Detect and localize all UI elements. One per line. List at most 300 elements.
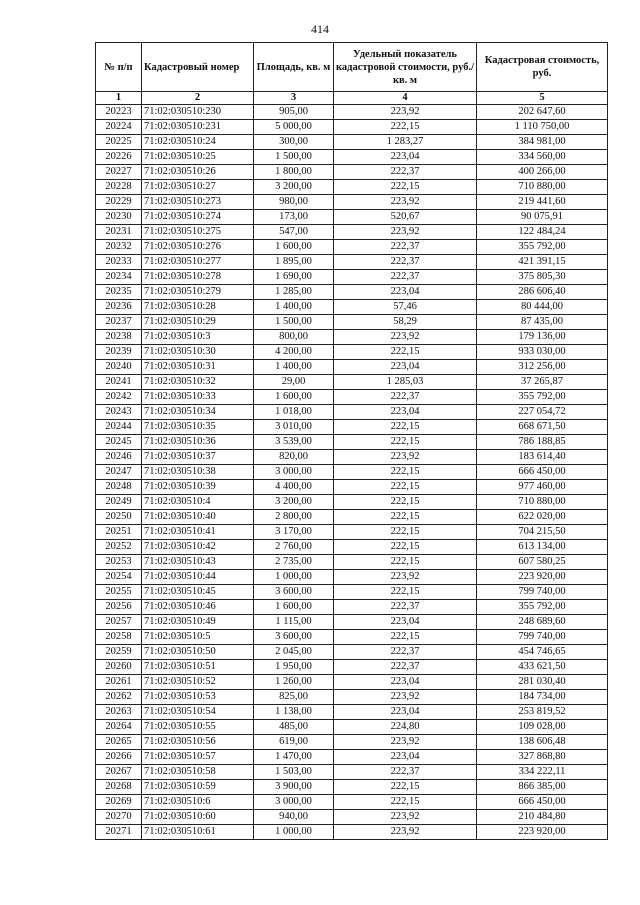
table-row [96,210,608,225]
cadastral-value-table [95,42,608,840]
cell-unit-value: 223,92 [334,330,477,345]
cell-cadastral-number: 71:02:030510:38 [142,465,254,480]
cell-row-number: 20225 [96,135,142,150]
page-number: 414 [311,22,329,36]
cell-row-number: 20257 [96,615,142,630]
cell-row-number: 20269 [96,795,142,810]
cell-row-number: 20232 [96,240,142,255]
cell-cadastral-value: 704 215,50 [477,525,608,540]
cell-cadastral-number: 71:02:030510:45 [142,585,254,600]
column-header-number: № п/п [96,43,142,92]
cell-area: 1 950,00 [254,660,334,675]
cell-unit-value: 1 283,27 [334,135,477,150]
table-row [96,105,608,120]
cell-area: 619,00 [254,735,334,750]
cell-area: 800,00 [254,330,334,345]
cell-cadastral-number: 71:02:030510:53 [142,690,254,705]
cell-area: 1 470,00 [254,750,334,765]
cell-row-number: 20229 [96,195,142,210]
cell-cadastral-value: 179 136,00 [477,330,608,345]
cell-area: 825,00 [254,690,334,705]
cell-area: 1 260,00 [254,675,334,690]
cell-row-number: 20248 [96,480,142,495]
cell-cadastral-value: 248 689,60 [477,615,608,630]
cell-area: 1 400,00 [254,300,334,315]
table-row [96,615,608,630]
column-index: 4 [334,92,477,105]
cell-cadastral-value: 454 746,65 [477,645,608,660]
cell-row-number: 20244 [96,420,142,435]
cell-row-number: 20238 [96,330,142,345]
cell-area: 3 000,00 [254,795,334,810]
cell-unit-value: 222,37 [334,660,477,675]
cell-row-number: 20240 [96,360,142,375]
table-row [96,195,608,210]
cell-cadastral-number: 71:02:030510:275 [142,225,254,240]
cell-row-number: 20252 [96,540,142,555]
cell-area: 1 500,00 [254,150,334,165]
cell-cadastral-value: 710 880,00 [477,495,608,510]
cell-area: 1 600,00 [254,240,334,255]
cell-unit-value: 223,04 [334,750,477,765]
cell-row-number: 20233 [96,255,142,270]
cell-row-number: 20226 [96,150,142,165]
cell-row-number: 20236 [96,300,142,315]
cell-area: 1 000,00 [254,570,334,585]
cell-area: 3 200,00 [254,495,334,510]
table-row [96,465,608,480]
cell-area: 4 400,00 [254,480,334,495]
cell-unit-value: 223,92 [334,570,477,585]
column-header-area: Площадь, кв. м [254,43,334,92]
column-header-cadastral-value: Кадастровая стоимость, руб. [477,43,608,92]
cell-area: 1 600,00 [254,600,334,615]
cell-row-number: 20231 [96,225,142,240]
cell-area: 5 000,00 [254,120,334,135]
cell-row-number: 20239 [96,345,142,360]
table-row [96,540,608,555]
cell-cadastral-value: 219 441,60 [477,195,608,210]
cell-row-number: 20251 [96,525,142,540]
cell-area: 29,00 [254,375,334,390]
cell-cadastral-value: 37 265,87 [477,375,608,390]
cell-cadastral-number: 71:02:030510:31 [142,360,254,375]
cell-row-number: 20250 [96,510,142,525]
cell-row-number: 20237 [96,315,142,330]
column-header-unit-value: Удельный показатель кадастровой стоимости, руб./кв. м [334,43,477,92]
cell-row-number: 20254 [96,570,142,585]
cell-row-number: 20271 [96,825,142,840]
cell-row-number: 20263 [96,705,142,720]
cell-area: 3 539,00 [254,435,334,450]
cell-area: 1 500,00 [254,315,334,330]
cell-row-number: 20256 [96,600,142,615]
cell-cadastral-value: 786 188,85 [477,435,608,450]
cell-area: 1 115,00 [254,615,334,630]
cell-cadastral-number: 71:02:030510:34 [142,405,254,420]
cell-cadastral-number: 71:02:030510:32 [142,375,254,390]
cell-cadastral-number: 71:02:030510:36 [142,435,254,450]
table-row [96,390,608,405]
cell-area: 173,00 [254,210,334,225]
table-row [96,405,608,420]
cell-cadastral-value: 227 054,72 [477,405,608,420]
cell-cadastral-value: 122 484,24 [477,225,608,240]
cell-cadastral-value: 355 792,00 [477,600,608,615]
cell-row-number: 20258 [96,630,142,645]
cell-cadastral-value: 327 868,80 [477,750,608,765]
cell-cadastral-number: 71:02:030510:276 [142,240,254,255]
cell-unit-value: 222,15 [334,525,477,540]
cell-row-number: 20230 [96,210,142,225]
cell-cadastral-number: 71:02:030510:29 [142,315,254,330]
cell-cadastral-value: 138 606,48 [477,735,608,750]
table-row [96,315,608,330]
cell-row-number: 20247 [96,465,142,480]
cell-cadastral-number: 71:02:030510:230 [142,105,254,120]
cell-row-number: 20262 [96,690,142,705]
cell-cadastral-number: 71:02:030510:42 [142,540,254,555]
table-row [96,735,608,750]
cell-unit-value: 222,15 [334,630,477,645]
table-row [96,435,608,450]
cell-unit-value: 222,15 [334,510,477,525]
cell-cadastral-number: 71:02:030510:28 [142,300,254,315]
cell-unit-value: 222,37 [334,165,477,180]
cell-cadastral-number: 71:02:030510:56 [142,735,254,750]
column-number-row [96,92,608,105]
cell-cadastral-value: 400 266,00 [477,165,608,180]
column-index: 5 [477,92,608,105]
cell-area: 300,00 [254,135,334,150]
cell-unit-value: 222,15 [334,435,477,450]
table-row [96,180,608,195]
table-row [96,660,608,675]
cell-unit-value: 223,04 [334,705,477,720]
cell-cadastral-number: 71:02:030510:37 [142,450,254,465]
cell-row-number: 20265 [96,735,142,750]
cell-row-number: 20266 [96,750,142,765]
table-row [96,750,608,765]
cell-area: 485,00 [254,720,334,735]
cell-unit-value: 222,15 [334,180,477,195]
cell-cadastral-value: 253 819,52 [477,705,608,720]
cell-area: 2 800,00 [254,510,334,525]
cell-cadastral-value: 1 110 750,00 [477,120,608,135]
cell-unit-value: 223,92 [334,195,477,210]
cell-cadastral-value: 210 484,80 [477,810,608,825]
column-index: 3 [254,92,334,105]
table-row [96,630,608,645]
cell-cadastral-number: 71:02:030510:44 [142,570,254,585]
cell-area: 1 503,00 [254,765,334,780]
cell-unit-value: 222,37 [334,255,477,270]
table-row [96,780,608,795]
cell-cadastral-number: 71:02:030510:274 [142,210,254,225]
cell-cadastral-number: 71:02:030510:35 [142,420,254,435]
table-row [96,600,608,615]
cell-unit-value: 223,04 [334,360,477,375]
cell-unit-value: 222,15 [334,555,477,570]
cell-cadastral-number: 71:02:030510:3 [142,330,254,345]
cell-cadastral-number: 71:02:030510:231 [142,120,254,135]
cell-cadastral-number: 71:02:030510:55 [142,720,254,735]
cell-cadastral-number: 71:02:030510:5 [142,630,254,645]
cell-row-number: 20261 [96,675,142,690]
cell-row-number: 20242 [96,390,142,405]
table-row [96,240,608,255]
cell-unit-value: 520,67 [334,210,477,225]
cell-cadastral-value: 281 030,40 [477,675,608,690]
cell-row-number: 20245 [96,435,142,450]
cell-unit-value: 223,92 [334,825,477,840]
cell-unit-value: 222,15 [334,480,477,495]
cell-area: 1 800,00 [254,165,334,180]
cell-area: 547,00 [254,225,334,240]
cell-cadastral-number: 71:02:030510:46 [142,600,254,615]
cell-cadastral-value: 977 460,00 [477,480,608,495]
cell-area: 3 010,00 [254,420,334,435]
cell-unit-value: 222,15 [334,540,477,555]
cell-area: 3 600,00 [254,630,334,645]
cell-area: 3 600,00 [254,585,334,600]
cell-cadastral-value: 666 450,00 [477,465,608,480]
cell-unit-value: 58,29 [334,315,477,330]
cell-cadastral-value: 202 647,60 [477,105,608,120]
table-row [96,300,608,315]
table-row [96,570,608,585]
cell-unit-value: 223,04 [334,675,477,690]
cell-cadastral-number: 71:02:030510:58 [142,765,254,780]
table-row [96,705,608,720]
cell-row-number: 20268 [96,780,142,795]
cell-unit-value: 1 285,03 [334,375,477,390]
cell-cadastral-number: 71:02:030510:25 [142,150,254,165]
cell-cadastral-value: 666 450,00 [477,795,608,810]
table-row [96,810,608,825]
cell-area: 980,00 [254,195,334,210]
cell-area: 2 760,00 [254,540,334,555]
cell-cadastral-value: 433 621,50 [477,660,608,675]
table-row [96,765,608,780]
cell-unit-value: 222,15 [334,495,477,510]
cell-area: 1 600,00 [254,390,334,405]
cell-row-number: 20260 [96,660,142,675]
cell-unit-value: 222,37 [334,240,477,255]
cell-unit-value: 222,37 [334,645,477,660]
cell-cadastral-value: 799 740,00 [477,630,608,645]
cell-row-number: 20267 [96,765,142,780]
cell-row-number: 20255 [96,585,142,600]
cell-unit-value: 223,92 [334,105,477,120]
table-row [96,480,608,495]
cell-area: 1 285,00 [254,285,334,300]
cell-unit-value: 222,37 [334,270,477,285]
table-row [96,795,608,810]
table-row [96,645,608,660]
cell-area: 1 895,00 [254,255,334,270]
cell-unit-value: 223,92 [334,690,477,705]
table-row [96,825,608,840]
cell-unit-value: 223,04 [334,285,477,300]
cell-unit-value: 222,15 [334,780,477,795]
cell-row-number: 20228 [96,180,142,195]
cell-row-number: 20224 [96,120,142,135]
cell-unit-value: 223,04 [334,615,477,630]
cell-cadastral-value: 933 030,00 [477,345,608,360]
cell-row-number: 20223 [96,105,142,120]
cell-cadastral-number: 71:02:030510:24 [142,135,254,150]
cell-row-number: 20243 [96,405,142,420]
cell-unit-value: 222,15 [334,585,477,600]
cell-area: 940,00 [254,810,334,825]
cell-row-number: 20253 [96,555,142,570]
table-row [96,165,608,180]
cell-area: 3 900,00 [254,780,334,795]
table-row [96,345,608,360]
cell-row-number: 20241 [96,375,142,390]
table-row [96,720,608,735]
cell-area: 905,00 [254,105,334,120]
table-row [96,525,608,540]
table-row [96,225,608,240]
cell-cadastral-number: 71:02:030510:61 [142,825,254,840]
cell-cadastral-number: 71:02:030510:39 [142,480,254,495]
cell-area: 1 690,00 [254,270,334,285]
cell-unit-value: 222,37 [334,390,477,405]
cell-cadastral-value: 866 385,00 [477,780,608,795]
table-body [96,105,608,840]
cell-unit-value: 57,46 [334,300,477,315]
cell-cadastral-number: 71:02:030510:50 [142,645,254,660]
column-index: 1 [96,92,142,105]
table-row [96,135,608,150]
cell-cadastral-number: 71:02:030510:60 [142,810,254,825]
cell-cadastral-value: 613 134,00 [477,540,608,555]
cell-cadastral-value: 334 560,00 [477,150,608,165]
cell-row-number: 20246 [96,450,142,465]
cell-area: 3 000,00 [254,465,334,480]
cell-row-number: 20227 [96,165,142,180]
cell-unit-value: 223,92 [334,810,477,825]
cell-cadastral-number: 71:02:030510:33 [142,390,254,405]
cell-area: 1 000,00 [254,825,334,840]
cell-cadastral-number: 71:02:030510:49 [142,615,254,630]
cell-cadastral-value: 710 880,00 [477,180,608,195]
cell-cadastral-value: 87 435,00 [477,315,608,330]
cell-unit-value: 223,92 [334,225,477,240]
cell-cadastral-number: 71:02:030510:26 [142,165,254,180]
cell-unit-value: 222,37 [334,600,477,615]
table-row [96,675,608,690]
cell-cadastral-value: 80 444,00 [477,300,608,315]
cell-cadastral-number: 71:02:030510:6 [142,795,254,810]
cell-unit-value: 223,04 [334,150,477,165]
cell-cadastral-value: 355 792,00 [477,240,608,255]
cell-area: 1 400,00 [254,360,334,375]
cell-cadastral-value: 184 734,00 [477,690,608,705]
cell-cadastral-value: 109 028,00 [477,720,608,735]
cell-cadastral-value: 421 391,15 [477,255,608,270]
cell-row-number: 20259 [96,645,142,660]
cell-cadastral-number: 71:02:030510:4 [142,495,254,510]
table-row [96,285,608,300]
table-row [96,150,608,165]
cell-cadastral-number: 71:02:030510:51 [142,660,254,675]
cell-cadastral-number: 71:02:030510:279 [142,285,254,300]
column-index: 2 [142,92,254,105]
table-row [96,375,608,390]
cell-row-number: 20264 [96,720,142,735]
cell-cadastral-number: 71:02:030510:57 [142,750,254,765]
cell-unit-value: 222,15 [334,465,477,480]
cell-row-number: 20270 [96,810,142,825]
cell-cadastral-value: 183 614,40 [477,450,608,465]
cell-cadastral-value: 223 920,00 [477,825,608,840]
cell-cadastral-number: 71:02:030510:59 [142,780,254,795]
table-row [96,690,608,705]
cell-cadastral-value: 622 020,00 [477,510,608,525]
table-row [96,330,608,345]
cell-unit-value: 222,15 [334,120,477,135]
cell-cadastral-number: 71:02:030510:43 [142,555,254,570]
table-row [96,585,608,600]
cell-unit-value: 222,15 [334,345,477,360]
table-header-row [96,43,608,92]
cell-area: 3 200,00 [254,180,334,195]
cell-area: 3 170,00 [254,525,334,540]
cell-cadastral-value: 384 981,00 [477,135,608,150]
cell-cadastral-number: 71:02:030510:54 [142,705,254,720]
cell-area: 2 045,00 [254,645,334,660]
cell-unit-value: 222,15 [334,795,477,810]
table-row [96,270,608,285]
table-row [96,120,608,135]
cell-cadastral-value: 607 580,25 [477,555,608,570]
cell-unit-value: 224,80 [334,720,477,735]
cell-area: 1 138,00 [254,705,334,720]
cell-row-number: 20234 [96,270,142,285]
cell-cadastral-number: 71:02:030510:41 [142,525,254,540]
cell-cadastral-value: 375 805,30 [477,270,608,285]
table-row [96,450,608,465]
cell-area: 4 200,00 [254,345,334,360]
cell-cadastral-number: 71:02:030510:27 [142,180,254,195]
cell-cadastral-number: 71:02:030510:273 [142,195,254,210]
cell-row-number: 20249 [96,495,142,510]
cell-cadastral-value: 334 222,11 [477,765,608,780]
cell-cadastral-number: 71:02:030510:52 [142,675,254,690]
cell-cadastral-number: 71:02:030510:40 [142,510,254,525]
cell-cadastral-value: 223 920,00 [477,570,608,585]
cell-area: 1 018,00 [254,405,334,420]
cell-cadastral-number: 71:02:030510:30 [142,345,254,360]
cell-unit-value: 223,04 [334,405,477,420]
cell-cadastral-value: 799 740,00 [477,585,608,600]
table-row [96,360,608,375]
cell-row-number: 20235 [96,285,142,300]
table-row [96,420,608,435]
table-row [96,510,608,525]
cell-area: 2 735,00 [254,555,334,570]
cell-unit-value: 223,92 [334,735,477,750]
cell-cadastral-value: 286 606,40 [477,285,608,300]
table-row [96,555,608,570]
cell-cadastral-number: 71:02:030510:277 [142,255,254,270]
table-row [96,255,608,270]
cell-unit-value: 222,37 [334,765,477,780]
cell-cadastral-value: 312 256,00 [477,360,608,375]
